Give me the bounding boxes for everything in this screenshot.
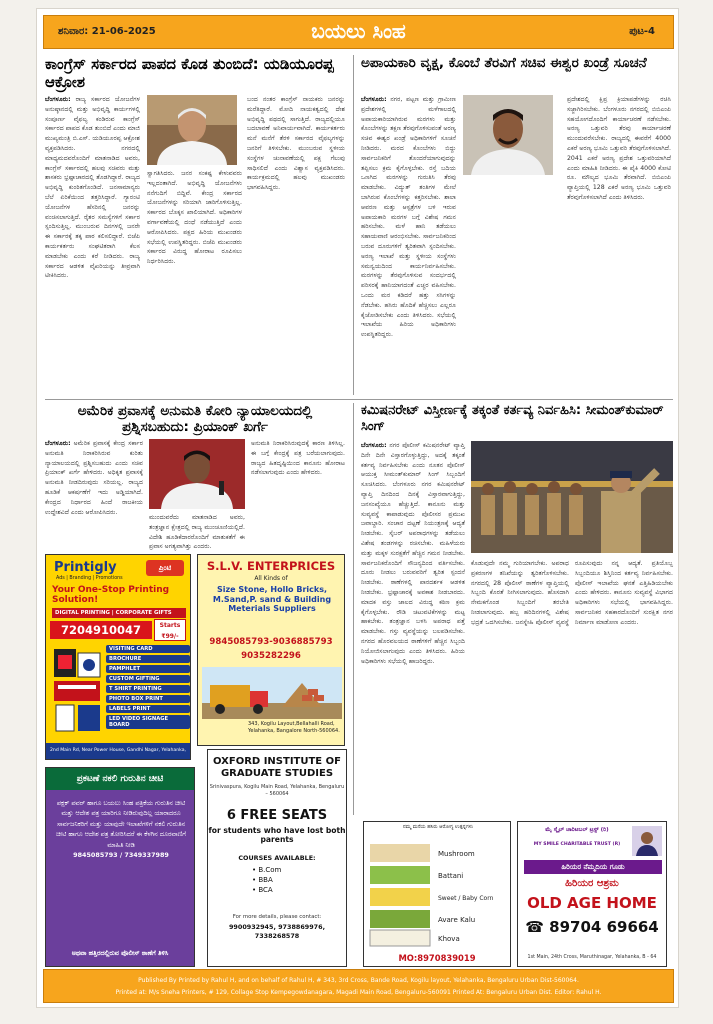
imprint-footer <box>43 969 674 1003</box>
service-item: LED VIDEO SIGNAGE BOARD <box>106 715 190 729</box>
dateline-congress: ಬೆಂಗಳೂರು: <box>45 96 71 103</box>
oldage-title: OLD AGE HOME <box>527 894 657 912</box>
dateline-danger: ಬೆಂಗಳೂರು: <box>361 96 387 103</box>
ad-printigly[interactable] <box>45 554 191 760</box>
grocery-products-icon <box>368 842 508 948</box>
photo-yediyurappa <box>147 95 237 165</box>
article-danger-text2: ಮರದ ಕೊಂಬೆಗಳು ಬಿದ್ದು ಸಾರ್ವಜನಿಕರಿಗೆ ತೊಂದರೆಯಾಗುವುದನ್ನು ತಪ್ಪಿಸಲು ಕ್ರಮ ಕೈಗೊಳ್ಳಬೇಕು. ರಸ್ತೆ ಬದಿಯ ಒಣಗಿದ ಮರಗಳನ್ನು ಗುರುತಿಸಿ ತೆರವು ಮಾಡಬೇಕು. ವಿದ್ಯುತ್ ತಂತಿಗಳ ಮೇಲೆ ಬಾಗಿರುವ ಕೊಂಬೆಗಳನ್ನು ಕತ್ತರಿಸಬೇಕು. ಶಾಲಾ ಆವರಣ ಮತ್ತು ಆಸ್ಪತ್ರೆಗಳ ಬಳಿ ಇರುವ ಅಪಾಯಕಾರಿ ಮರಗಳ ಬಗ್ಗೆ ವಿಶೇಷ ಗಮನ ಹರಿಸಬೇಕು. ಮಳೆ ಹಾನಿ ತಡೆಯಲು ಸಹಾಯವಾಣಿ ಆರಂಭಿಸಬೇಕು. ಸಾರ್ವಜನಿಕರಿಂದ ಬರುವ ದೂರುಗಳಿಗೆ ತ್ವರಿತವಾಗಿ ಸ್ಪಂದಿಸಬೇಕು. ಅರಣ್ಯ ಇಲಾಖೆ ಮತ್ತು ಸ್ಥಳೀಯ ಸಂಸ್ಥೆಗಳು ಸಮನ್ವಯದಿಂದ ಕಾರ್ಯನಿರ್ವಹಿಸಬೇಕು. ಮರಗಳನ್ನು ತೆರವುಗೊಳಿಸುವ ಸಂದರ್ಭದಲ್ಲಿ ಪರಿಸರಕ್ಕೆ ಹಾನಿಯಾಗದಂತೆ ಎಚ್ಚರ ವಹಿಸಬೇಕು. ಒಂದು ಮರ ಕಡಿದರೆ ಹತ್ತು ಸಸಿಗಳನ್ನು ನೆಡಬೇಕು. ಹಸಿರು ಹೊದಿಕೆ ಹೆಚ್ಚಿಸಲು ಎಲ್ಲರೂ ಕೈಜೋಡಿಸಬೇಕು ಎಂದು ತಿಳಿಸಿದರು. ಸಭೆಯಲ್ಲಿ ಇಲಾಖೆಯ ಹಿರಿಯ ಅಧಿಕಾರಿಗಳು ಉಪಸ್ಥಿತರಿದ್ದರು. <box>361 144 456 339</box>
section-rule <box>45 399 673 400</box>
slv-items: Size Stone, Hollo Bricks, M.Sand,P. sand & Building Meterials Suppliers <box>212 585 332 614</box>
grocery-item: Sweet / Baby Corn <box>438 895 494 902</box>
printigly-logo: ಪ್ರಿಂಟಿ <box>146 560 184 576</box>
grocery-item: Mushroom <box>438 850 475 858</box>
service-item: PHOTO BOX PRINT <box>106 695 190 703</box>
newspaper-page <box>36 8 679 1008</box>
dateline-commissioner: ಬೆಂಗಳೂರು: <box>361 442 387 449</box>
grocery-heading: ನಮ್ಮ ಮನೆಯ ಹಸಿರು ಆರೋಗ್ಯ ಉತ್ಪನ್ನಗಳು <box>402 824 474 830</box>
slv-address: 343, Kogilu Layout,Bellahalli Road, Yelahanka, Bangalore North-560064. <box>248 721 340 734</box>
printigly-subheading: DIGITAL PRINTING | CORPORATE GIFTS <box>52 608 186 618</box>
service-item: T SHIRT PRINTING <box>106 685 190 693</box>
article-commissioner-col2: ಕೊಡುವುದೇ ನಮ್ಮ ಗುರಿಯಾಗಬೇಕು. ಅಪರಾಧ ಪ್ರಕರಣಗಳ ತನಿಖೆಯನ್ನು ತ್ವರಿತಗೊಳಿಸಬೇಕು. ನಗರದಲ್ಲಿ 28 ಪೊಲೀಸ್ ಠಾಣೆಗಳ ವ್ಯಾಪ್ತಿಯಲ್ಲಿ ಸಿಬ್ಬಂದಿ ಕೊರತೆ ನೀಗಿಸಲಾಗುವುದು. ಹೊಸದಾಗಿ ನೇಮಕಗೊಂಡ ಸಿಬ್ಬಂದಿಗೆ ತರಬೇತಿ ನೀಡಲಾಗುವುದು. ಹಬ್ಬ ಹರಿದಿನಗಳಲ್ಲಿ ವಿಶೇಷ ಭದ್ರತೆ ಒದಗಿಸಬೇಕು. ಜನಸ್ನೇಹಿ ಪೊಲೀಸ್ ವ್ಯವಸ್ಥೆ ರೂಪಿಸುವುದು ನನ್ನ ಆದ್ಯತೆ. ಪ್ರತಿಯೊಬ್ಬ ಸಿಬ್ಬಂದಿಯೂ ಶಿಸ್ತಿನಿಂದ ಕರ್ತವ್ಯ ನಿರ್ವಹಿಸಬೇಕು. ಪೊಲೀಸ್ ಇಲಾಖೆಯ ಘನತೆ ಎತ್ತಿಹಿಡಿಯಬೇಕು ಎಂದು ಹೇಳಿದರು. ಕಾನೂನು ಸುವ್ಯವಸ್ಥೆ ವಿಭಾಗದ ಅಧಿಕಾರಿಗಳು ಸಭೆಯಲ್ಲಿ ಭಾಗವಹಿಸಿದ್ದರು. ಸಾರ್ವಜನಿಕರ ಸಹಕಾರದೊಂದಿಗೆ ಸುರಕ್ಷಿತ ನಗರ ನಿರ್ಮಾಣ ಮಾಡೋಣ ಎಂದರು. <box>471 560 673 626</box>
photo-police-commissioner <box>471 441 673 553</box>
photo-eshwar-khandre <box>463 95 553 175</box>
police-parade-photo-icon <box>471 441 673 553</box>
article-priyank-col1 <box>45 439 143 549</box>
ad-oxford-institute[interactable] <box>207 749 347 967</box>
article-priyank-col2: ಮುಂದುವರೆದು ಮಾತನಾಡಿದ ಅವರು, ತಂತ್ರಜ್ಞಾನ ಕ್ಷೇತ್ರದಲ್ಲಿ ರಾಜ್ಯ ಮುಂಚೂಣಿಯಲ್ಲಿದೆ. ವಿದೇಶಿ ಹೂಡಿಕೆದಾರರೊಂದಿಗೆ ಮಾತುಕತೆಗೆ ಈ ಪ್ರವಾಸ ಅಗತ್ಯವಾಗಿತ್ತು ಎಂದರು. <box>149 514 245 551</box>
oldage-address: 1st Main, 24th Cross, Maruthinagar, Yelahanka, B - 64 <box>527 955 657 960</box>
oldage-kannada-title: ಹಿರಿಯರ ಆಶ್ರಮ <box>565 878 619 889</box>
article-commissioner-text1: ನಗರ ಪೊಲೀಸ್ ಕಮಿಷನರೇಟ್ ವ್ಯಾಪ್ತಿ ದಿನೇ ದಿನೇ ವಿಸ್ತಾರಗೊಳ್ಳುತ್ತಿದ್ದು, ಅದಕ್ಕೆ ತಕ್ಕಂತೆ ಕರ್ತವ್ಯ ನಿರ್ವಹಿಸಬೇಕು ಎಂದು ನೂತನ ಪೊಲೀಸ್ ಆಯುಕ್ತ ಸೀಮಂತ್‌ಕುಮಾರ್ ಸಿಂಗ್ ಸಿಬ್ಬಂದಿಗೆ ಸೂಚಿಸಿದರು. <box>361 442 465 489</box>
headline-commissioner: ಕಮಿಷನರೇಟ್ ವಿಸ್ತೀರ್ಣಕ್ಕೆ ತಕ್ಕಂತೆ ಕರ್ತವ್ಯ ನಿರ್ವಹಿಸಿ: ಸೀಮಂತ್‌ಕುಮಾರ್ ಸಿಂಗ್ <box>361 403 664 434</box>
course-item: • BCA <box>252 886 273 894</box>
slv-phone1: 9845085793-9036885793 <box>209 637 333 647</box>
grocery-item: Khova <box>438 935 460 943</box>
oxford-title: OXFORD INSTITUTE OF GRADUATE STUDIES <box>213 756 341 779</box>
grocery-item: Avare Kalu <box>438 916 476 924</box>
oxford-eligibility: for students who have lost both parents <box>208 826 346 845</box>
trust-name-english: MY SMILE CHARITABLE TRUST (R) <box>533 842 621 847</box>
notice-footer: ಅಥವಾ ಹತ್ತಿರದಲ್ಲಿರುವ ಪೊಲೀಸ್ ಠಾಣೆಗೆ ತಿಳಿಸಿ <box>71 949 169 957</box>
imprint-line2: Printed at: M/s Sneha Printers, # 129, Collage Stop Kempegowdanagara, Magadi Main Road, Bengaluru-560091 Printed At: Bengaluru Urban Dist. Editor: Rahul H. <box>115 989 602 996</box>
person-photo-icon <box>147 95 237 165</box>
founder-photo-icon <box>632 826 662 856</box>
printigly-services <box>106 645 190 731</box>
trust-name-kannada: ಮೈ ಸ್ಮೈಲ್ ಚಾರಿಟಬಲ್ ಟ್ರಸ್ಟ್ (ರಿ) <box>545 827 609 833</box>
column-rule <box>353 403 354 815</box>
article-danger-text1: ನಗರ, ಪಟ್ಟಣ ಮತ್ತು ಗ್ರಾಮೀಣ ಪ್ರದೇಶಗಳಲ್ಲಿ ಮಳೆಗಾಲದಲ್ಲಿ ಅಪಾಯಕಾರಿಯಾಗಿರುವ ಮರಗಳು ಮತ್ತು ಕೊಂಬೆಗಳನ್ನು ತಕ್ಷಣ ತೆರವುಗೊಳಿಸುವಂತೆ ಅರಣ್ಯ ಸಚಿವ ಈಶ್ವರ ಖಂಡ್ರೆ ಅಧಿಕಾರಿಗಳಿಗೆ ಸೂಚನೆ ನೀಡಿದರು. <box>361 96 456 152</box>
page-number: ಪುಟ-4 <box>629 26 655 37</box>
person-photo-icon <box>149 439 245 509</box>
printigly-address: 2nd Main Rd, Near Power House, Gandhi Nagar, Yelahanka, <box>46 743 190 759</box>
oldage-tagline: ಹಿರಿಯರ ನೆಮ್ಮದಿಯ ಗೂಡು <box>524 860 662 874</box>
slv-phone2: 9035282296 <box>241 651 301 661</box>
ad-grocery-products[interactable] <box>363 821 511 967</box>
service-item: BROCHURE <box>106 655 190 663</box>
headline-danger-trees: ಅಪಾಯಕಾರಿ ವೃಕ್ಷ, ಕೊಂಬೆ ತೆರವಿಗೆ ಸಚಿವ ಈಶ್ವರ ಖಂಡ್ರೆ ಸೂಚನೆ <box>361 55 647 71</box>
notice-heading: ಪ್ರಕಟಣೆ ನಕಲಿ ಗುರುತಿನ ಚೀಟಿ <box>46 768 194 790</box>
article-congress-text1: ರಾಜ್ಯ ಸರ್ಕಾರದ ಯೋಜನೆಗಳ ಅನುಷ್ಠಾನದಲ್ಲಿ ಮತ್ತು ಅಭಿವೃದ್ಧಿ ಕಾರ್ಯಗಳಲ್ಲಿ ಸಂಪೂರ್ಣ ವೈಫಲ್ಯ ಕಂಡಿರುವ ಕಾಂಗ್ರೆಸ್ ಸರ್ಕಾರದ ಪಾಪದ ಕೊಡ ತುಂಬಿದೆ ಎಂದು ಮಾಜಿ ಮುಖ್ಯಮಂತ್ರಿ ಬಿ.ಎಸ್. ಯಡಿಯೂರಪ್ಪ ಆಕ್ರೋಶ ವ್ಯಕ್ತಪಡಿಸಿದರು. ನಗರದಲ್ಲಿ ಮಾಧ್ಯಮದವರೊಂದಿಗೆ ಮಾತನಾಡಿದ ಅವರು, ಕಾಂಗ್ರೆಸ್ ಸರ್ಕಾರದಲ್ಲಿ ಹಲವು ಸಚಿವರು ಮತ್ತು ಶಾಸಕರು ಭ್ರಷ್ಟಾಚಾರದಲ್ಲಿ ತೊಡಗಿದ್ದಾರೆ. ರಾಜ್ಯದ ಅಭಿವೃದ್ಧಿ ಕುಂಠಿತಗೊಂಡಿದೆ. ಜನಸಾಮಾನ್ಯರು ಬೆಲೆ ಏರಿಕೆಯಿಂದ ತತ್ತರಿಸಿದ್ದಾರೆ. ಗ್ಯಾರಂಟಿ ಯೋಜನೆಗಳ ಹೆಸರಿನಲ್ಲಿ ಜನರನ್ನು ವಂಚಿಸಲಾಗುತ್ತಿದೆ. ರೈತರ ಸಮಸ್ಯೆಗಳಿಗೆ ಸರ್ಕಾರ ಸ್ಪಂದಿಸುತ್ತಿಲ್ಲ. ಮುಂಬರುವ ದಿನಗಳಲ್ಲಿ ಜನರೇ ಈ ಸರ್ಕಾರಕ್ಕೆ ತಕ್ಕ ಪಾಠ ಕಲಿಸಲಿದ್ದಾರೆ. ಬಿಜೆಪಿ ಕಾರ್ಯಕರ್ತರು ಸಂಘಟಿತರಾಗಿ ಕೆಲಸ ಮಾಡಬೇಕು ಎಂದು ಕರೆ ನೀಡಿದರು. ರಾಜ್ಯ ಸರ್ಕಾರದ ಆಡಳಿತ ವೈಖರಿಯನ್ನು ತೀವ್ರವಾಗಿ ಟೀಕಿಸಿದರು. <box>45 96 140 280</box>
slv-title: S.L.V. ENTERPRICES <box>206 559 336 573</box>
construction-truck-icon <box>202 667 342 719</box>
notice-body <box>54 798 188 860</box>
photo-priyank-kharge <box>149 439 245 509</box>
article-danger-col2 <box>463 179 561 395</box>
headline-congress: ಕಾಂಗ್ರೆಸ್ ಸರ್ಕಾರದ ಪಾಪದ ಕೊಡ ತುಂಬಿದೆ: ಯಡಿಯೂರಪ್ಪ ಆಕ್ರೋಶ <box>45 55 334 91</box>
article-priyank-text1: ಅಮೆರಿಕ ಪ್ರವಾಸಕ್ಕೆ ಕೇಂದ್ರ ಸರ್ಕಾರ ಅನುಮತಿ ನಿರಾಕರಿಸಿರುವ ಕುರಿತು ನ್ಯಾಯಾಲಯದಲ್ಲಿ ಪ್ರಶ್ನಿಸಬಹುದು ಎಂದು ಸಚಿವ ಪ್ರಿಯಾಂಕ್ ಖರ್ಗೆ ಹೇಳಿದರು. ಅಧಿಕೃತ ಪ್ರವಾಸಕ್ಕೆ ಅನುಮತಿ ನೀಡದಿರುವುದು ಸರಿಯಲ್ಲ. ರಾಜ್ಯದ ಹೂಡಿಕೆ ಆಕರ್ಷಣೆಗೆ ಇದು ಅಡ್ಡಿಯಾಗಿದೆ. ಕೇಂದ್ರದ ನಿರ್ಧಾರದ ಹಿಂದೆ ರಾಜಕೀಯ ಉದ್ದೇಶವಿದೆ ಎಂದು ಆರೋಪಿಸಿದರು. <box>45 440 143 516</box>
slv-subtitle: All Kinds of <box>254 575 288 582</box>
printed-products-icon <box>52 647 102 733</box>
oxford-course-list <box>252 866 281 896</box>
article-congress-col2: ಸ್ವಾಗತಿಸಿದರು. ಜನರ ಸಂಕಷ್ಟ ಕೇಳುವವರು ಇಲ್ಲದಂತಾಗಿದೆ. ಅಭಿವೃದ್ಧಿ ಯೋಜನೆಗಳು ನನೆಗುದಿಗೆ ಬಿದ್ದಿವೆ. ಕೇಂದ್ರ ಸರ್ಕಾರದ ಯೋಜನೆಗಳನ್ನು ಸರಿಯಾಗಿ ಜಾರಿಗೊಳಿಸುತ್ತಿಲ್ಲ. ಸರ್ಕಾರದ ಬೊಕ್ಕಸ ಖಾಲಿಯಾಗಿದೆ. ಅಧಿಕಾರಿಗಳ ವರ್ಗಾವಣೆಯಲ್ಲಿ ದಂಧೆ ನಡೆಯುತ್ತಿದೆ ಎಂದು ಆರೋಪಿಸಿದರು. ಪಕ್ಷದ ಹಿರಿಯ ಮುಖಂಡರು ಸಭೆಯಲ್ಲಿ ಉಪಸ್ಥಿತರಿದ್ದರು. ಬಿಜೆಪಿ ಮುಖಂಡರು ಸರ್ಕಾರದ ವಿರುದ್ಧ ಹೋರಾಟ ರೂಪಿಸಲು ನಿರ್ಧರಿಸಿದರು. <box>147 170 242 266</box>
course-item: • BBA <box>252 876 273 884</box>
ad-slv-enterprices[interactable] <box>197 554 345 746</box>
oxford-seats: 6 FREE SEATS <box>226 808 328 823</box>
printigly-tagline: Ads | Branding | Promotions <box>56 576 123 581</box>
notice-fake-id <box>45 767 195 967</box>
dateline-priyank: ಬೆಂಗಳೂರು: <box>45 440 71 447</box>
masthead <box>43 15 674 49</box>
service-item: CUSTOM GIFTING <box>106 675 190 683</box>
oldage-phone: ☎ 89704 69664 <box>525 918 659 936</box>
oxford-phones: 9900932945, 9738869976, 7338268578 <box>228 923 325 940</box>
printigly-headline: Your One-Stop Printing Solution! <box>52 585 170 606</box>
service-item: PAMPHLET <box>106 665 190 673</box>
issue-date: ಶನಿವಾರ: 21-06-2025 <box>58 26 156 37</box>
printigly-brand: Printigly <box>54 560 117 575</box>
notice-text: ಪಕ್ಷಕ್ ಪವರ್ ಹಾಗೂ ಬಯಲು ಸಿಂಹ ಪತ್ರಿಕೆಯ ಗುರುತಿನ ಚೀಟಿ ಮತ್ತು ಆದೇಶ ಪತ್ರ ಯಾರಿಗೂ ನೀಡಿರುವುದಿಲ್ಲ ಯಾರಾದರೂ ಸಾರ್ವಜನಿಕರಿಗೆ ಮತ್ತು ಯಾವುದೇ ಇಲಾಖೆಗಳಿಗೆ ನಕಲಿ ಗುರುತಿನ ಚೀಟಿ ಹಾಗೂ ಆದೇಶ ಪತ್ರ ತೋರಿಸಿದರೆ ಈ ಕೆಳಗಿನ ದೂರವಾಣಿಗೆ ಮಾಹಿತಿ ನೀಡಿ <box>56 799 186 849</box>
notice-phones: 9845085793 / 7349337989 <box>73 850 169 859</box>
article-danger-col3: ಪ್ರದೇಶದಲ್ಲಿ ಕ್ಷಿಪ್ರ ಕ್ರಿಯಾಪಡೆಗಳನ್ನು ರಚಿಸಿ ಸಜ್ಜಾಗಿರಿಸಬೇಕು. ಬೆಂಗಳೂರು ನಗರದಲ್ಲಿ ಬಿಬಿಎಂಪಿ ಸಹಯೋಗದೊಂದಿಗೆ ಕಾರ್ಯಾಚರಣೆ ನಡೆಸಬೇಕು. ಅರಣ್ಯ ಒತ್ತುವರಿ ತೆರವು ಕಾರ್ಯಾಚರಣೆ ಮುಂದುವರೆಸಬೇಕು. ರಾಜ್ಯದಲ್ಲಿ ಈವರೆಗೆ 4000 ಎಕರೆ ಅರಣ್ಯ ಭೂಮಿ ಒತ್ತುವರಿ ತೆರವುಗೊಳಿಸಲಾಗಿದೆ. 2041 ಎಕರೆ ಅರಣ್ಯ ಪ್ರದೇಶ ಒತ್ತುವರಿಯಾಗಿದೆ ಎಂದು ಮಾಹಿತಿ ನೀಡಿದರು. ಈ ಪೈಕಿ 4000 ಕೋಟಿ ರೂ. ಮೌಲ್ಯದ ಭೂಮಿ ತೆರವಾಗಿದೆ. ಬಿಬಿಎಂಪಿ ವ್ಯಾಪ್ತಿಯಲ್ಲಿ 128 ಎಕರೆ ಅರಣ್ಯ ಭೂಮಿ ಒತ್ತುವರಿ ತೆರವುಗೊಳಿಸಲಾಗಿದೆ ಎಂದು ತಿಳಿಸಿದರು. <box>567 96 671 201</box>
newspaper-title: ಬಯಲು ಸಿಂಹ <box>311 19 406 43</box>
course-item: • B.Com <box>252 866 282 874</box>
ad-old-age-home[interactable] <box>517 821 667 967</box>
oxford-courses-label: COURSES AVAILABLE: <box>238 854 316 862</box>
grocery-item: Battani <box>438 872 464 880</box>
article-danger-col1 <box>361 95 456 395</box>
oxford-contact-label: For more details, please contact: <box>232 914 322 920</box>
article-commissioner-text2: ಬೆಂಗಳೂರು ನಗರ ಕಮಿಷನರೇಟ್ ವ್ಯಾಪ್ತಿ ದಿನದಿಂದ ದಿನಕ್ಕೆ ವಿಸ್ತಾರವಾಗುತ್ತಿದ್ದು, ಜನಸಂಖ್ಯೆಯೂ ಹೆಚ್ಚುತ್ತಿದೆ. ಕಾನೂನು ಮತ್ತು ಸುವ್ಯವಸ್ಥೆ ಕಾಪಾಡುವುದು ಪೊಲೀಸರ ಪ್ರಮುಖ ಜವಾಬ್ದಾರಿ. ಸಂಚಾರ ದಟ್ಟಣೆ ನಿಯಂತ್ರಣಕ್ಕೆ ಆದ್ಯತೆ ನೀಡಬೇಕು. ಸೈಬರ್ ಅಪರಾಧಗಳನ್ನು ತಡೆಯಲು ವಿಶೇಷ ತಂಡಗಳನ್ನು ರಚಿಸಬೇಕು. ಮಹಿಳೆಯರು ಮತ್ತು ಮಕ್ಕಳ ಸುರಕ್ಷತೆಗೆ ಹೆಚ್ಚಿನ ಗಮನ ನೀಡಬೇಕು. ಸಾರ್ವಜನಿಕರೊಂದಿಗೆ ಸೌಜನ್ಯದಿಂದ ವರ್ತಿಸಬೇಕು. ದೂರು ನೀಡಲು ಬರುವವರಿಗೆ ತ್ವರಿತ ಸ್ಪಂದನೆ ನೀಡಬೇಕು. ಠಾಣೆಗಳಲ್ಲಿ ಪಾರದರ್ಶಕ ಆಡಳಿತ ನೀಡಬೇಕು. ಭ್ರಷ್ಟಾಚಾರಕ್ಕೆ ಅವಕಾಶ ನೀಡಬಾರದು. ಮಾದಕ ವಸ್ತು ಜಾಲದ ವಿರುದ್ಧ ಕಠಿಣ ಕ್ರಮ ಕೈಗೊಳ್ಳಬೇಕು. ರೌಡಿ ಚಟುವಟಿಕೆಗಳನ್ನು ಮಟ್ಟ ಹಾಕಬೇಕು. ತಂತ್ರಜ್ಞಾನ ಬಳಸಿ ಅಪರಾಧ ಪತ್ತೆ ಮಾಡಬೇಕು. ಗಸ್ತು ವ್ಯವಸ್ಥೆಯನ್ನು ಬಲಪಡಿಸಬೇಕು. ನಗರದ ಹೊರವಲಯದ ಠಾಣೆಗಳಿಗೆ ಹೆಚ್ಚಿನ ಸಿಬ್ಬಂದಿ ನಿಯೋಜಿಸಲಾಗುವುದು ಎಂದು ತಿಳಿಸಿದರು. ಹಿರಿಯ ಅಧಿಕಾರಿಗಳು ಸಭೆಯಲ್ಲಿ ಹಾಜರಿದ್ದರು. <box>361 481 466 665</box>
oxford-address: Srinivaspura, Kogilu Main Road, Yelahanka, Bengaluru – 560064 <box>209 784 345 797</box>
person-photo-icon <box>463 95 553 175</box>
headline-priyank-kharge: ಅಮೆರಿಕ ಪ್ರವಾಸಕ್ಕೆ ಅನುಮತಿ ಕೋರಿ ನ್ಯಾಯಾಲಯದಲ್ಲಿ ಪ್ರಶ್ನಿಸಬಹುದು: ಪ್ರಿಯಾಂಕ್ ಖರ್ಗೆ <box>77 403 313 436</box>
article-congress-col3: ಬಂದ ನಂತರ ಕಾಂಗ್ರೆಸ್ ನಾಯಕರು ಜನರನ್ನು ಮರೆತಿದ್ದಾರೆ. ಮೋದಿ ನಾಯಕತ್ವದಲ್ಲಿ ದೇಶ ಅಭಿವೃದ್ಧಿ ಪಥದಲ್ಲಿ ಸಾಗುತ್ತಿದೆ. ರಾಜ್ಯದಲ್ಲಿಯೂ ಬದಲಾವಣೆ ಅನಿವಾರ್ಯವಾಗಿದೆ. ಕಾರ್ಯಕರ್ತರು ಮನೆ ಮನೆಗೆ ತೆರಳಿ ಸರ್ಕಾರದ ವೈಫಲ್ಯಗಳನ್ನು ಜನರಿಗೆ ತಿಳಿಸಬೇಕು. ಮುಂಬರುವ ಸ್ಥಳೀಯ ಸಂಸ್ಥೆಗಳ ಚುನಾವಣೆಯಲ್ಲಿ ಪಕ್ಷ ಗೆಲುವು ಸಾಧಿಸಲಿದೆ ಎಂದು ವಿಶ್ವಾಸ ವ್ಯಕ್ತಪಡಿಸಿದರು. ಕಾರ್ಯಕ್ರಮದಲ್ಲಿ ಹಲವು ಮುಖಂಡರು ಭಾಗವಹಿಸಿದ್ದರು. <box>247 96 345 192</box>
article-congress-col1 <box>45 95 140 395</box>
column-rule <box>353 55 354 395</box>
service-item: VISITING CARD <box>106 645 190 653</box>
imprint-line1: Published By Printed by Rahul H, and on behalf of Rahul H, # 343, 3rd Cross, Bande Road, Kogilu layout, Yelahanka, Bengaluru Urban Dist-560064. <box>138 977 579 984</box>
printigly-offer-badge: Starts ₹99/- <box>154 619 186 641</box>
grocery-mobile: MO:8970839019 <box>398 953 476 963</box>
article-priyank-col3: ಅನುಮತಿ ನಿರಾಕರಿಸಿರುವುದಕ್ಕೆ ಕಾರಣ ತಿಳಿಸಿಲ್ಲ. ಈ ಬಗ್ಗೆ ಕೇಂದ್ರಕ್ಕೆ ಪತ್ರ ಬರೆಯಲಾಗುವುದು. ರಾಜ್ಯದ ಹಿತದೃಷ್ಟಿಯಿಂದ ಕಾನೂನು ಹೋರಾಟ ನಡೆಸಲಾಗುವುದು ಎಂದು ಹೇಳಿದರು. <box>251 440 345 477</box>
article-commissioner-col1 <box>361 441 465 815</box>
printigly-phone: 7204910047 <box>50 621 152 639</box>
service-item: LABELS PRINT <box>106 705 190 713</box>
